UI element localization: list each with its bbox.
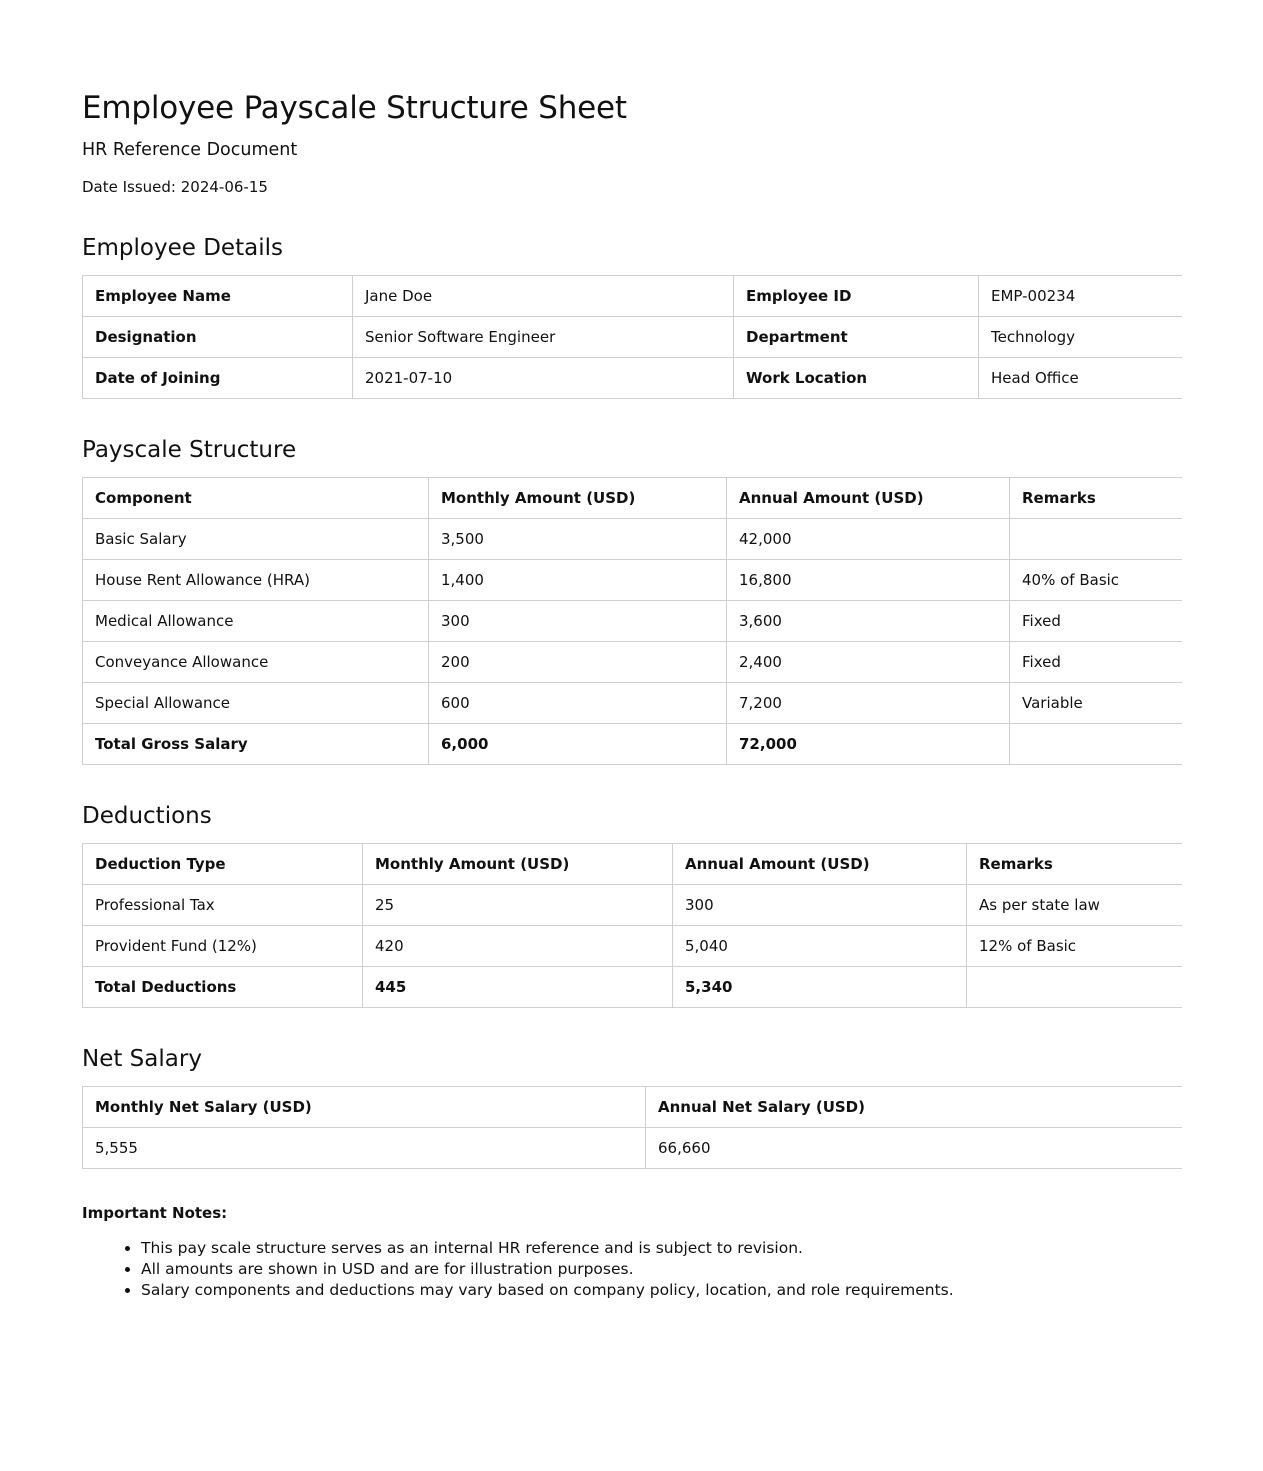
date-issued: Date Issued: 2024-06-15 xyxy=(82,178,268,196)
annual-cell: 3,600 xyxy=(727,601,1010,642)
column-header: Annual Amount (USD) xyxy=(673,844,967,885)
column-header: Monthly Amount (USD) xyxy=(429,478,727,519)
detail-value: Senior Software Engineer xyxy=(353,317,734,358)
total-row xyxy=(83,967,1183,1008)
table-row xyxy=(83,926,1183,967)
list-item: • Salary components and deductions may vary based on company policy, location, and role requirements. xyxy=(141,1280,1182,1300)
monthly-net-value: 5,555 xyxy=(83,1128,646,1169)
table-row xyxy=(83,317,1183,358)
remarks-cell xyxy=(1010,519,1183,560)
remarks-cell: Variable xyxy=(1010,683,1183,724)
component-cell: Special Allowance xyxy=(83,683,429,724)
detail-label: Employee ID xyxy=(734,276,979,317)
total-label: Total Deductions xyxy=(83,967,363,1008)
table-header-row xyxy=(83,478,1183,519)
total-row xyxy=(83,724,1183,765)
deduction-type-cell: Professional Tax xyxy=(83,885,363,926)
list-item: • All amounts are shown in USD and are for illustration purposes. xyxy=(141,1259,1182,1280)
monthly-cell: 200 xyxy=(429,642,727,683)
column-header: Deduction Type xyxy=(83,844,363,885)
notes-list xyxy=(82,1238,1182,1300)
component-cell: Conveyance Allowance xyxy=(83,642,429,683)
net-salary-heading: Net Salary xyxy=(82,1046,202,1072)
column-header: Component xyxy=(83,478,429,519)
annual-cell: 5,040 xyxy=(673,926,967,967)
detail-value: Jane Doe xyxy=(353,276,734,317)
annual-net-value: 66,660 xyxy=(646,1128,1183,1169)
employee-details-table xyxy=(82,275,1182,399)
component-cell: Basic Salary xyxy=(83,519,429,560)
document-subtitle: HR Reference Document xyxy=(82,140,298,160)
table-row xyxy=(83,885,1183,926)
annual-cell: 2,400 xyxy=(727,642,1010,683)
remarks-cell: Fixed xyxy=(1010,601,1183,642)
column-header: Remarks xyxy=(967,844,1183,885)
annual-cell: 7,200 xyxy=(727,683,1010,724)
detail-label: Employee Name xyxy=(83,276,353,317)
monthly-cell: 420 xyxy=(363,926,673,967)
list-item: • This pay scale structure serves as an internal HR reference and is subject to revision. xyxy=(141,1238,1182,1259)
detail-value: EMP-00234 xyxy=(979,276,1183,317)
column-header: Remarks xyxy=(1010,478,1183,519)
deductions-table xyxy=(82,843,1182,1008)
monthly-cell: 3,500 xyxy=(429,519,727,560)
table-row xyxy=(83,1128,1183,1169)
notes-title: Important Notes: xyxy=(82,1204,228,1222)
total-label: Total Gross Salary xyxy=(83,724,429,765)
employee-details-heading: Employee Details xyxy=(82,235,283,261)
table-row xyxy=(83,642,1183,683)
net-salary-table xyxy=(82,1086,1182,1169)
table-row xyxy=(83,560,1183,601)
total-annual: 5,340 xyxy=(673,967,967,1008)
remarks-cell: 40% of Basic xyxy=(1010,560,1183,601)
remarks-cell: 12% of Basic xyxy=(967,926,1183,967)
monthly-cell: 25 xyxy=(363,885,673,926)
table-row xyxy=(83,683,1183,724)
column-header: Monthly Net Salary (USD) xyxy=(83,1087,646,1128)
annual-cell: 42,000 xyxy=(727,519,1010,560)
total-annual: 72,000 xyxy=(727,724,1010,765)
document-title: Employee Payscale Structure Sheet xyxy=(82,90,627,126)
deductions-section xyxy=(82,801,1182,1008)
annual-cell: 300 xyxy=(673,885,967,926)
remarks-cell: As per state law xyxy=(967,885,1183,926)
detail-label: Date of Joining xyxy=(83,358,353,399)
payscale-section xyxy=(82,435,1182,765)
document-page xyxy=(82,88,1182,1300)
payscale-heading: Payscale Structure xyxy=(82,437,297,463)
net-salary-section xyxy=(82,1044,1182,1169)
monthly-cell: 600 xyxy=(429,683,727,724)
deduction-type-cell: Provident Fund (12%) xyxy=(83,926,363,967)
total-remarks xyxy=(1010,724,1183,765)
monthly-cell: 1,400 xyxy=(429,560,727,601)
detail-value: Head Office xyxy=(979,358,1183,399)
remarks-cell: Fixed xyxy=(1010,642,1183,683)
table-header-row xyxy=(83,1087,1183,1128)
table-row xyxy=(83,358,1183,399)
detail-label: Work Location xyxy=(734,358,979,399)
table-row xyxy=(83,601,1183,642)
detail-value: 2021-07-10 xyxy=(353,358,734,399)
employee-details-section xyxy=(82,233,1182,399)
table-row xyxy=(83,519,1183,560)
total-monthly: 6,000 xyxy=(429,724,727,765)
component-cell: House Rent Allowance (HRA) xyxy=(83,560,429,601)
total-monthly: 445 xyxy=(363,967,673,1008)
column-header: Annual Amount (USD) xyxy=(727,478,1010,519)
monthly-cell: 300 xyxy=(429,601,727,642)
column-header: Monthly Amount (USD) xyxy=(363,844,673,885)
deductions-heading: Deductions xyxy=(82,803,212,829)
component-cell: Medical Allowance xyxy=(83,601,429,642)
detail-label: Department xyxy=(734,317,979,358)
table-row xyxy=(83,276,1183,317)
detail-label: Designation xyxy=(83,317,353,358)
payscale-table xyxy=(82,477,1182,765)
detail-value: Technology xyxy=(979,317,1183,358)
total-remarks xyxy=(967,967,1183,1008)
annual-cell: 16,800 xyxy=(727,560,1010,601)
column-header: Annual Net Salary (USD) xyxy=(646,1087,1183,1128)
table-header-row xyxy=(83,844,1183,885)
